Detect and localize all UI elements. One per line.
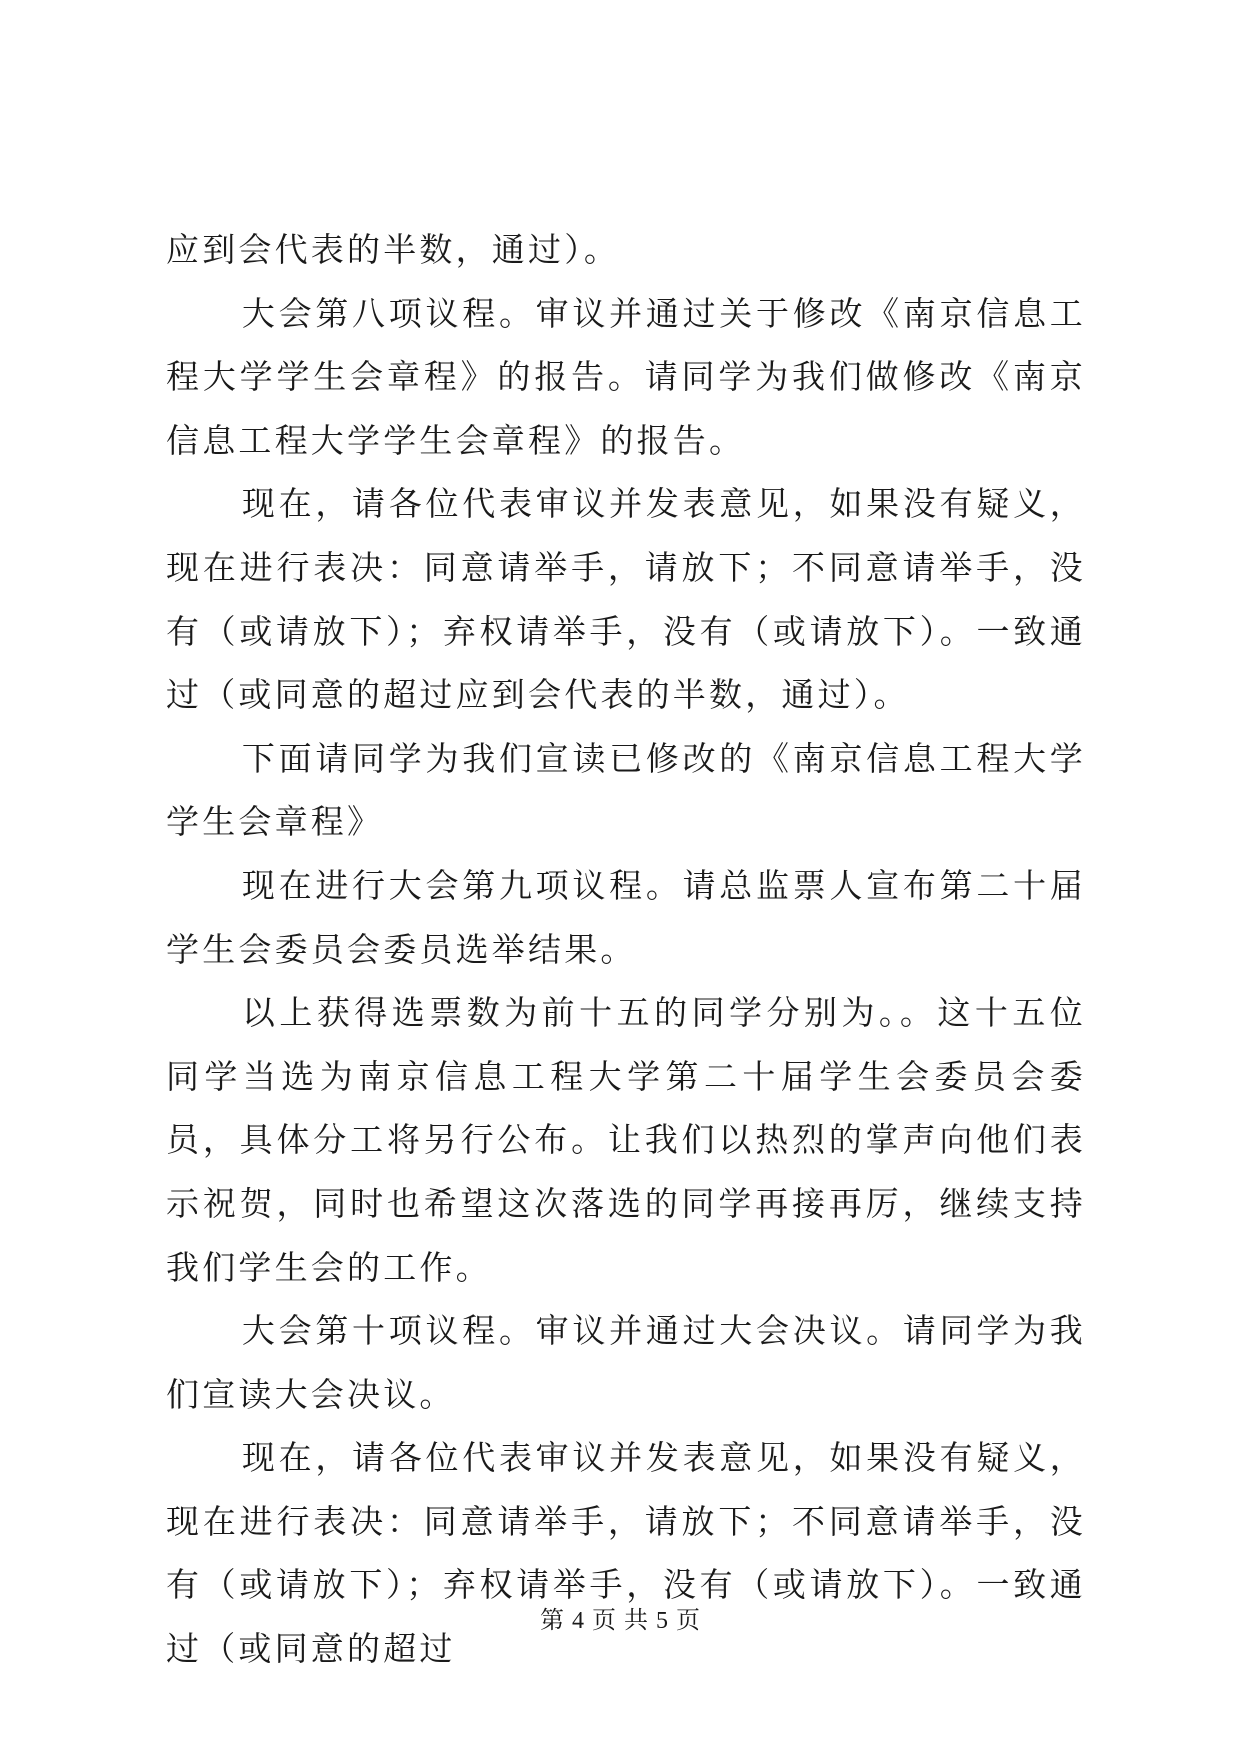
document-body [166, 218, 1086, 1681]
paragraph-vote-procedure: 现在，请各位代表审议并发表意见，如果没有疑义，现在进行表决：同意请举手，请放下；不同意请举手，没有（或请放下）；弃权请举手，没有（或请放下）。一致通过（或同意的超过应到会代表的半数，通过）。 [166, 484, 1086, 715]
paragraph-agenda-item-8: 大会第八项议程。审议并通过关于修改《南京信息工程大学学生会章程》的报告。请同学为我们做修改《南京信息工程大学学生会章程》的报告。 [166, 293, 1086, 460]
paragraph-vote-procedure-2: 现在，请各位代表审议并发表意见，如果没有疑义，现在进行表决：同意请举手，请放下；不同意请举手，没有（或请放下）；弃权请举手，没有（或请放下）。一致通过（或同意的超过 [166, 1438, 1086, 1669]
page-number-footer: 第 4 页 共 5 页 [540, 1608, 701, 1634]
paragraph-election-results: 以上获得选票数为前十五的同学分别为。。这十五位同学当选为南京信息工程大学第二十届学生会委员会委员，具体分工将另行公布。让我们以热烈的掌声向他们表示祝贺，同时也希望这次落选的同学再接再厉，继续支持我们学生会的工作。 [166, 993, 1086, 1287]
paragraph-continuation: 应到会代表的半数，通过）。 [166, 230, 621, 269]
paragraph-agenda-item-10: 大会第十项议程。审议并通过大会决议。请同学为我们宣读大会决议。 [166, 1311, 1086, 1414]
paragraph-read-charter: 下面请同学为我们宣读已修改的《南京信息工程大学学生会章程》 [166, 738, 1086, 842]
paragraph-agenda-item-9: 现在进行大会第九项议程。请总监票人宣布第二十届学生会委员会委员选举结果。 [166, 865, 1086, 969]
